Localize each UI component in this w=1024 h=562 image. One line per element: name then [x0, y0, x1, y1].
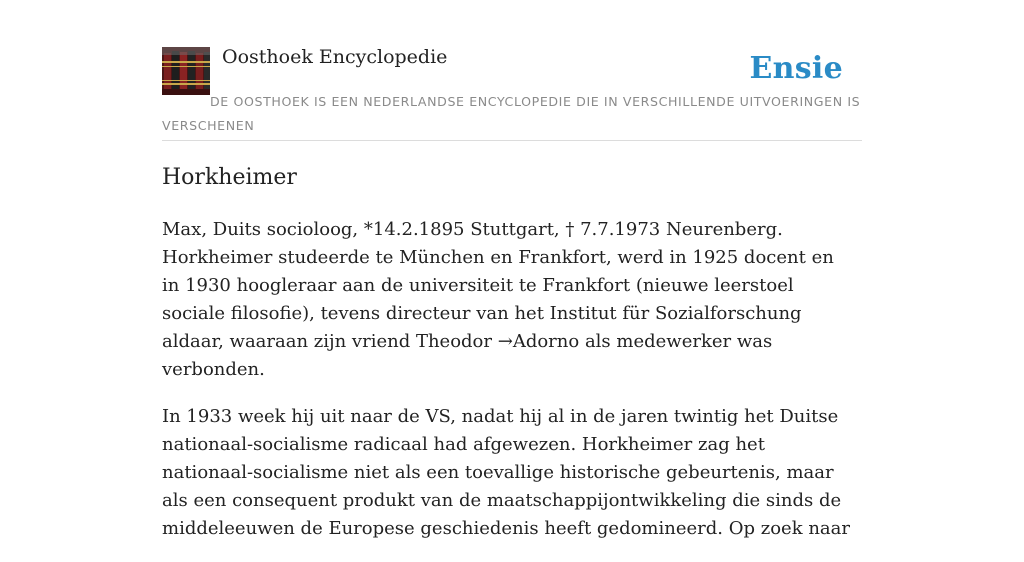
article-paragraph-2: In 1933 week hij uit naar de VS, nadat hij al in de jaren twintig het Duitse nationaal-socialisme radicaal had afgewezen. Horkheimer zag het nationaal-socialisme niet als een toevallige historische gebeurtenis, maar als een consequent produkt van de maatschappijontwikkeling die sinds de middeleeuwen de Europese geschiedenis heeft gedomineerd. Op zoek naar: [162, 406, 850, 539]
encyclopedia-books-avatar[interactable]: [162, 47, 210, 95]
article-paragraph-1: [162, 216, 852, 384]
paragraph-1-text-start: Max, Duits socioloog, *14.2.1895 Stuttgart, † 7.7.1973 Neurenberg. Horkheimer studeerde te München en Frankfort, werd in 1925 docent en in 1930 hoogleraar aan de universiteit te Frankfort (nieuwe leerstoel sociale filosofie), tevens directeur van het Institut für Sozialforschung aldaar, waaraan zijn vriend Theodor: [162, 219, 834, 352]
site-tagline: DE OOSTHOEK IS EEN NEDERLANDSE ENCYCLOPEDIE DIE IN VERSCHILLENDE UITVOERINGEN IS VERSCHENEN: [162, 94, 861, 133]
article: [162, 162, 852, 562]
site-name[interactable]: Oosthoek Encyclopedie: [222, 46, 448, 68]
books-icon: [162, 47, 210, 95]
article-title: Horkheimer: [162, 165, 297, 190]
ensie-logo[interactable]: Ensie: [749, 51, 843, 86]
paragraph-1-text-end: als medewerker was verbonden.: [162, 331, 773, 380]
site-header: [162, 40, 862, 141]
adorno-cross-reference-link[interactable]: →Adorno: [497, 331, 580, 352]
